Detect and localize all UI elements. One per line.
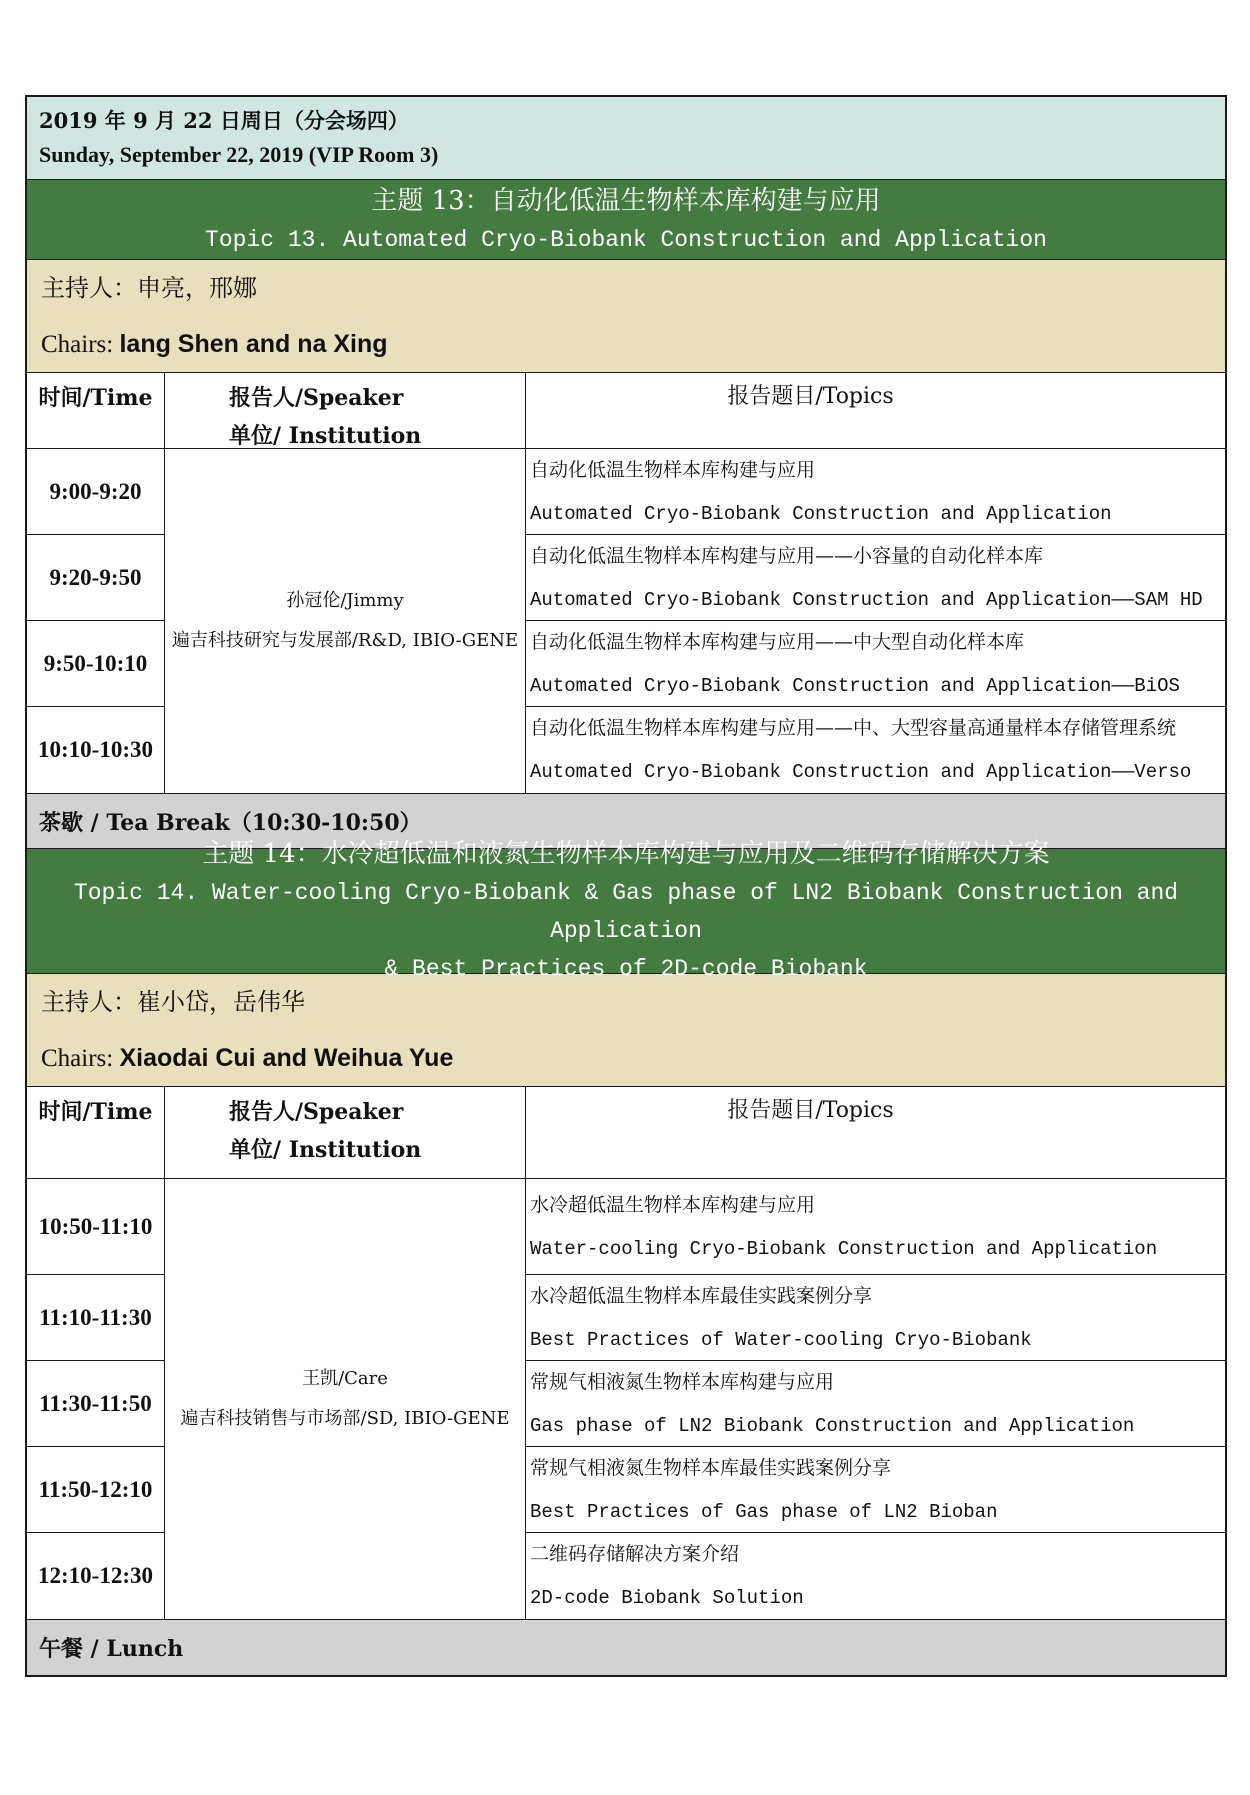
time-cell: 11:50-12:10	[27, 1447, 164, 1533]
time-cell: 10:50-11:10	[27, 1179, 164, 1275]
header-speaker-institution	[165, 373, 526, 448]
tea-break-label: 茶歇 / Tea Break（10:30-10:50）	[39, 809, 422, 836]
speaker-institution: 遍吉科技研究与发展部/R&D, IBIO-GENE	[171, 630, 519, 651]
header-time: 时间/Time	[27, 1087, 165, 1178]
topic-cell	[526, 449, 1225, 535]
time-cell: 11:30-11:50	[27, 1361, 164, 1447]
date-en: Sunday, September 22, 2019 (VIP Room 3)	[39, 142, 439, 167]
session2-header-row	[27, 1087, 1225, 1179]
topic-cn: 自动化低温生物样本库构建与应用——小容量的自动化样本库	[530, 544, 1044, 567]
topic-cell	[526, 621, 1225, 707]
session2-topic-en-line2: & Best Practices of 2D-code Biobank	[384, 956, 868, 982]
topic-cell	[526, 707, 1225, 793]
header-speaker-institution	[165, 1087, 526, 1178]
topic-cell	[526, 1447, 1225, 1533]
topic-cell	[526, 1361, 1225, 1447]
topic-en: Automated Cryo-Biobank Construction and Application	[530, 502, 1112, 525]
header-topics: 报告题目/Topics	[727, 1098, 894, 1123]
schedule-table	[25, 95, 1227, 1677]
topic-cell	[526, 1275, 1225, 1361]
header-speaker: 报告人/Speaker	[229, 385, 404, 411]
topic-en: Water-cooling Cryo-Biobank Construction and Application	[530, 1237, 1158, 1260]
session1-topic-row	[27, 180, 1225, 260]
time-cell: 9:50-10:10	[27, 621, 164, 707]
session1-header-row	[27, 373, 1225, 449]
topic-en: Gas phase of LN2 Biobank Construction and Application	[530, 1414, 1135, 1437]
session2-topic-row	[27, 839, 1225, 982]
date-cn: 2019 年 9 月 22 日周日（分会场四）	[39, 108, 409, 133]
topic-en: Automated Cryo-Biobank Construction and Application——Verso	[530, 761, 1192, 783]
speaker-institution: 遍吉科技销售与市场部/SD, IBIO-GENE	[180, 1408, 510, 1429]
session2-chairs-row	[27, 974, 1225, 1087]
topic-cell	[526, 1179, 1225, 1275]
session1-slots	[27, 449, 1225, 794]
session1-chairs-cn: 主持人：申亮，邢娜	[41, 273, 257, 302]
topic-cn: 水冷超低温生物样本库构建与应用	[530, 1193, 816, 1216]
session1-chairs-names: lang Shen and na Xing	[119, 329, 388, 358]
header-institution: 单位/ Institution	[229, 1137, 422, 1163]
topic-en: Automated Cryo-Biobank Construction and Application——SAM HD	[530, 588, 1203, 611]
session1-topics	[526, 449, 1225, 793]
session2-topic-en-line1: Topic 14. Water-cooling Cryo-Biobank & Gas phase of LN2 Biobank Construction and Application	[73, 880, 1179, 944]
topic-cell	[526, 535, 1225, 621]
topic-en: 2D-code Biobank Solution	[530, 1587, 804, 1609]
topic-en: Automated Cryo-Biobank Construction and Application——BiOS	[530, 674, 1180, 697]
date-row	[27, 97, 1225, 180]
session1-chairs-en	[41, 316, 1225, 373]
session2-topics	[526, 1179, 1225, 1619]
session2-speaker	[165, 1179, 526, 1619]
time-cell: 9:20-9:50	[27, 535, 164, 621]
topic-cn: 水冷超低温生物样本库最佳实践案例分享	[530, 1284, 873, 1307]
session1-chairs-prefix: Chairs:	[41, 330, 114, 358]
session2-topic-cn: 主题 14：水冷超低温和液氮生物样本库构建与应用及二维码存储解决方案	[202, 839, 1050, 869]
topic-cn: 自动化低温生物样本库构建与应用——中、大型容量高通量样本存储管理系统	[530, 717, 1177, 739]
session2-times	[27, 1179, 165, 1619]
lunch-label: 午餐 / Lunch	[39, 1636, 184, 1662]
time-cell: 12:10-12:30	[38, 1563, 153, 1588]
session1-topic-en: Topic 13. Automated Cryo-Biobank Construction and Application	[205, 226, 1047, 253]
lunch-row	[27, 1620, 1225, 1675]
topic-cn: 二维码存储解决方案介绍	[530, 1543, 740, 1565]
topic-en: Best Practices of Gas phase of LN2 Bioban	[530, 1500, 998, 1523]
header-institution: 单位/ Institution	[229, 423, 422, 449]
session1-speaker	[165, 449, 526, 793]
topic-cn: 自动化低温生物样本库构建与应用——中大型自动化样本库	[530, 630, 1025, 653]
speaker-name: 王凯/Care	[302, 1368, 388, 1389]
session2-chairs-prefix: Chairs:	[41, 1044, 114, 1072]
topic-cn: 常规气相液氮生物样本库最佳实践案例分享	[530, 1456, 892, 1479]
session2-chairs-en	[41, 1030, 1225, 1087]
header-speaker: 报告人/Speaker	[229, 1099, 404, 1125]
topic-cn: 常规气相液氮生物样本库构建与应用	[530, 1370, 835, 1393]
session2-chairs-names: Xiaodai Cui and Weihua Yue	[119, 1043, 454, 1072]
session1-chairs-row	[27, 260, 1225, 373]
session1-times	[27, 449, 165, 793]
time-cell: 10:10-10:30	[38, 737, 153, 762]
topic-cn: 自动化低温生物样本库构建与应用	[530, 458, 816, 481]
header-time: 时间/Time	[27, 373, 165, 448]
speaker-name: 孙冠伦/Jimmy	[286, 590, 404, 611]
session1-topic-cn: 主题 13：自动化低温生物样本库构建与应用	[371, 185, 881, 216]
time-cell: 9:00-9:20	[27, 449, 164, 535]
session2-slots	[27, 1179, 1225, 1620]
header-topics: 报告题目/Topics	[727, 384, 894, 409]
topic-en: Best Practices of Water-cooling Cryo-Biobank	[530, 1328, 1032, 1351]
session2-chairs-cn: 主持人：崔小岱，岳伟华	[41, 987, 305, 1016]
topic-cell	[526, 1533, 1225, 1619]
time-cell: 11:10-11:30	[27, 1275, 164, 1361]
